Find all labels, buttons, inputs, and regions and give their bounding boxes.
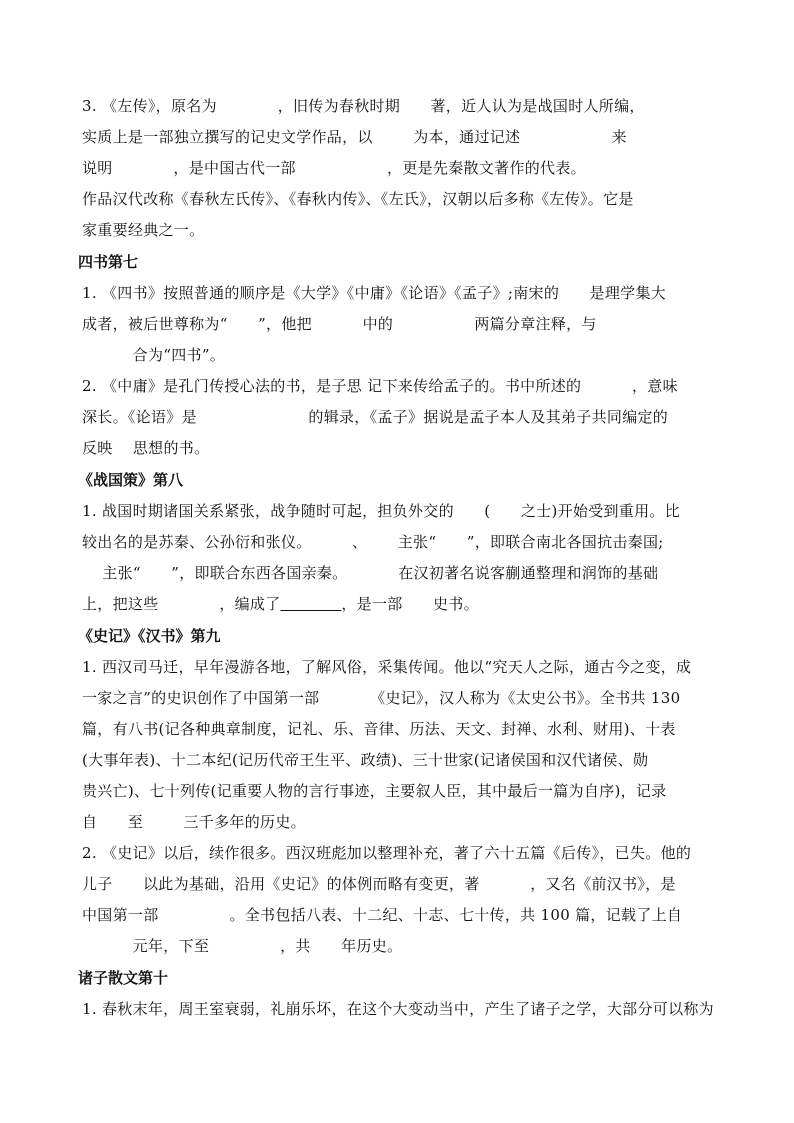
text-line: 1. 《四书》按照普通的顺序是《大学》《中庸》《论语》《孟子》;南宋的 是理学集大 [82, 284, 667, 302]
text-line: 深长。《论语》是 的辑录，《孟子》据说是孟子本人及其弟子共同编定的 [82, 408, 669, 426]
text-line: 3. 《左传》，原名为 ，旧传为春秋时期 著，近人认为是战国时人所编， [82, 97, 645, 115]
text-line [82, 594, 479, 614]
text-line: 2. 《史记》以后，续作很多。西汉班彪加以整理补充，著了六十五篇《后传》，已失。他的 [82, 844, 692, 862]
underlined-blank [281, 595, 342, 613]
text-line: 2. 《中庸》是孔门传授心法的书，是子思 记下来传给孟子的。书中所述的 ，意味 [82, 377, 678, 395]
text-line: 说明 ，是中国古代一部 ，更是先秦散文著作的代表。 [82, 159, 586, 177]
text-line: 1. 西汉司马迁，早年漫游各地，了解风俗，采集传闻。他以“究天人之际，通古今之变，成 [82, 658, 692, 676]
text-line: 贵兴亡)、七十列传(记重要人物的言行事迹，主要叙人臣，其中最后一篇为自序)，记录 [82, 782, 667, 800]
text-segment: ，是一部 史书。 [341, 595, 479, 613]
text-line: 中国第一部 。全书包括八表、十二纪、十志、七十传，共 100 篇，记载了上自 [82, 906, 683, 924]
text-line: 1. 战国时期诸国关系紧张，战争随时可起，担负外交的 ( 之士)开始受到重用。比 [82, 502, 681, 520]
text-line: 自 至 三千多年的历史。 [82, 813, 306, 831]
section-heading: 《史记》《汉书》第九 [78, 627, 221, 645]
section-heading: 《战国策》第八 [78, 471, 184, 489]
text-line: 作品汉代改称《春秋左氏传》、《春秋内传》、《左氏》，汉朝以后多称《左传》。它是 [82, 190, 634, 208]
text-line: 篇，有八书(记各种典章制度，记礼、乐、音律、历法、天文、封禅、水利、财用)、十表 [82, 720, 676, 738]
text-line: 儿子 以此为基础，沿用《史记》的体例而略有变更，著 ，又名《前汉书》，是 [82, 875, 676, 893]
text-line: 1. 春秋末年，周王室衰弱，礼崩乐坏，在这个大变动当中，产生了诸子之学，大部分可以称为 [82, 1000, 714, 1018]
text-line: 反映 思想的书。 [82, 439, 210, 457]
text-line: 一家之言”的史识创作了中国第一部 《史记》，汉人称为《太史公书》。全书共 130 [82, 689, 681, 707]
section-heading: 四书第七 [78, 253, 139, 271]
section-heading: 诸子散文第十 [78, 969, 169, 987]
text-line: 实质上是一部独立撰写的记史文学作品，以 为本，通过记述 来 [82, 128, 627, 146]
text-line: 较出名的是苏秦、公孙衍和张仪。 、 主张“ ”，即联合南北各国抗击秦国; [82, 533, 664, 551]
text-line: 合为“四书”。 [82, 346, 226, 364]
text-line: 主张“ ”，即联合东西各国亲秦。 在汉初著名说客蒯通整理和润饰的基础 [82, 564, 659, 582]
text-line: 成者，被后世尊称为“ ”，他把 中的 两篇分章注释，与 [82, 315, 597, 333]
text-line: (大事年表)、十二本纪(记历代帝王生平、政绩)、三十世家(记诸侯国和汉代诸侯、勋 [82, 751, 649, 769]
text-line: 元年，下至 ，共 年历史。 [82, 937, 403, 955]
text-segment: 上，把这些 ，编成了 [82, 595, 281, 613]
text-line: 家重要经典之一。 [82, 221, 205, 239]
